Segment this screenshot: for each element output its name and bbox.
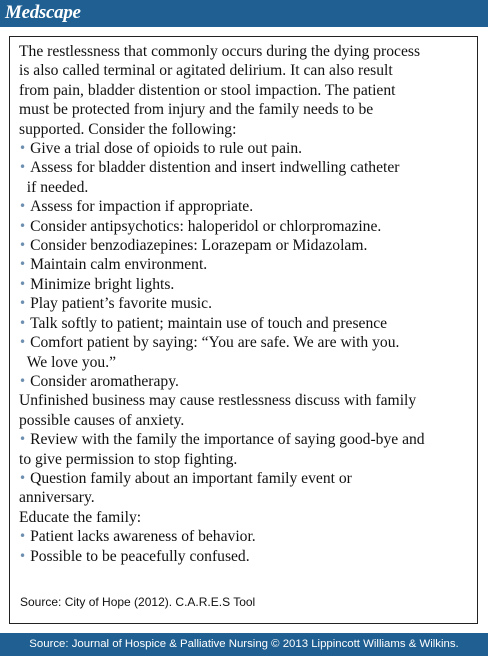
bullet-item: [19, 333, 471, 352]
bullet-item: [19, 139, 471, 158]
line-text: Consider benzodiazepines: Lorazepam or Midazolam.: [30, 237, 368, 255]
line-text: anniversary.: [19, 489, 95, 507]
bullet-item: [19, 236, 471, 255]
bullet-item: [19, 547, 471, 566]
line-text: supported. Consider the following:: [19, 120, 237, 138]
bullet-item: [19, 275, 471, 294]
bullet-item: [19, 469, 471, 488]
bullet-icon: •: [19, 432, 27, 447]
bullet-item: [19, 527, 471, 546]
line-text: Assess for bladder distention and insert indwelling catheter: [30, 159, 400, 177]
line-text: The restlessness that commonly occurs during the dying process: [19, 43, 421, 60]
text-line: [19, 353, 471, 372]
line-text: must be protected from injury and the family needs to be: [19, 101, 374, 119]
header-bar: [0, 0, 488, 27]
line-text: Possible to be peacefully confused.: [30, 547, 250, 565]
line-text: Minimize bright lights.: [30, 275, 175, 293]
line-text: Educate the family:: [19, 508, 142, 526]
text-line: [19, 450, 471, 469]
bullet-icon: •: [19, 257, 27, 272]
line-text: to give permission to stop fighting.: [19, 450, 238, 468]
line-text: Assess for impaction if appropriate.: [30, 198, 254, 216]
bullet-item: [19, 217, 471, 236]
content-box: [9, 36, 478, 624]
line-text: Consider antipsychotics: haloperidol or chlorpromazine.: [30, 217, 382, 235]
line-text: Unfinished business may cause restlessness discuss with family: [19, 392, 417, 410]
bullet-icon: •: [19, 470, 27, 485]
text-line: [19, 100, 471, 119]
bullet-item: [19, 158, 471, 177]
line-text: if needed.: [19, 178, 89, 196]
line-text: We love you.”: [19, 353, 117, 371]
bullet-icon: •: [19, 238, 27, 253]
bullet-item: [19, 372, 471, 391]
bullet-icon: •: [19, 529, 27, 544]
text-line: [19, 81, 471, 100]
bullet-icon: •: [19, 141, 27, 156]
line-text: Patient lacks awareness of behavior.: [30, 528, 256, 546]
bullet-icon: •: [19, 296, 27, 311]
line-text: Review with the family the importance of saying good-bye and: [30, 431, 425, 449]
bullet-icon: •: [19, 199, 27, 214]
content-text: [19, 42, 471, 566]
text-line: [19, 488, 471, 507]
line-text: Comfort patient by saying: “You are safe. We are with you.: [30, 334, 400, 352]
bullet-icon: •: [19, 315, 27, 330]
bullet-item: [19, 197, 471, 216]
line-text: Question family about an important family event or: [30, 469, 352, 487]
line-text: Give a trial dose of opioids to rule out pain.: [30, 140, 303, 158]
line-text: Talk softly to patient; maintain use of touch and presence: [30, 314, 388, 332]
text-line: [19, 61, 471, 80]
footer-bar: Source: Journal of Hospice & Palliative Nursing © 2013 Lippincott Williams & Wilkins.: [0, 633, 488, 656]
bullet-icon: •: [19, 373, 27, 388]
line-text: is also called terminal or agitated delirium. It can also result: [19, 62, 393, 80]
line-text: Maintain calm environment.: [30, 256, 208, 274]
text-line: [19, 120, 471, 139]
text-line: [19, 391, 471, 410]
bullet-icon: •: [19, 548, 27, 563]
bullet-item: [19, 294, 471, 313]
line-text: Consider aromatherapy.: [30, 372, 179, 390]
line-text: from pain, bladder distention or stool impaction. The patient: [19, 81, 396, 99]
bullet-icon: •: [19, 160, 27, 175]
bullet-icon: •: [19, 218, 27, 233]
text-line: [19, 508, 471, 527]
line-text: Play patient’s favorite music.: [30, 295, 212, 313]
source-citation: Source: City of Hope (2012). C.A.R.E.S Tool: [20, 595, 256, 609]
bullet-icon: •: [19, 335, 27, 350]
line-text: possible causes of anxiety.: [19, 411, 185, 429]
bullet-item: [19, 255, 471, 274]
bullet-icon: •: [19, 276, 27, 291]
bullet-item: [19, 430, 471, 449]
medscape-logo[interactable]: Medscape: [5, 2, 81, 23]
text-line: [19, 411, 471, 430]
text-line: [19, 178, 471, 197]
text-line: [19, 42, 471, 61]
bullet-item: [19, 314, 471, 333]
